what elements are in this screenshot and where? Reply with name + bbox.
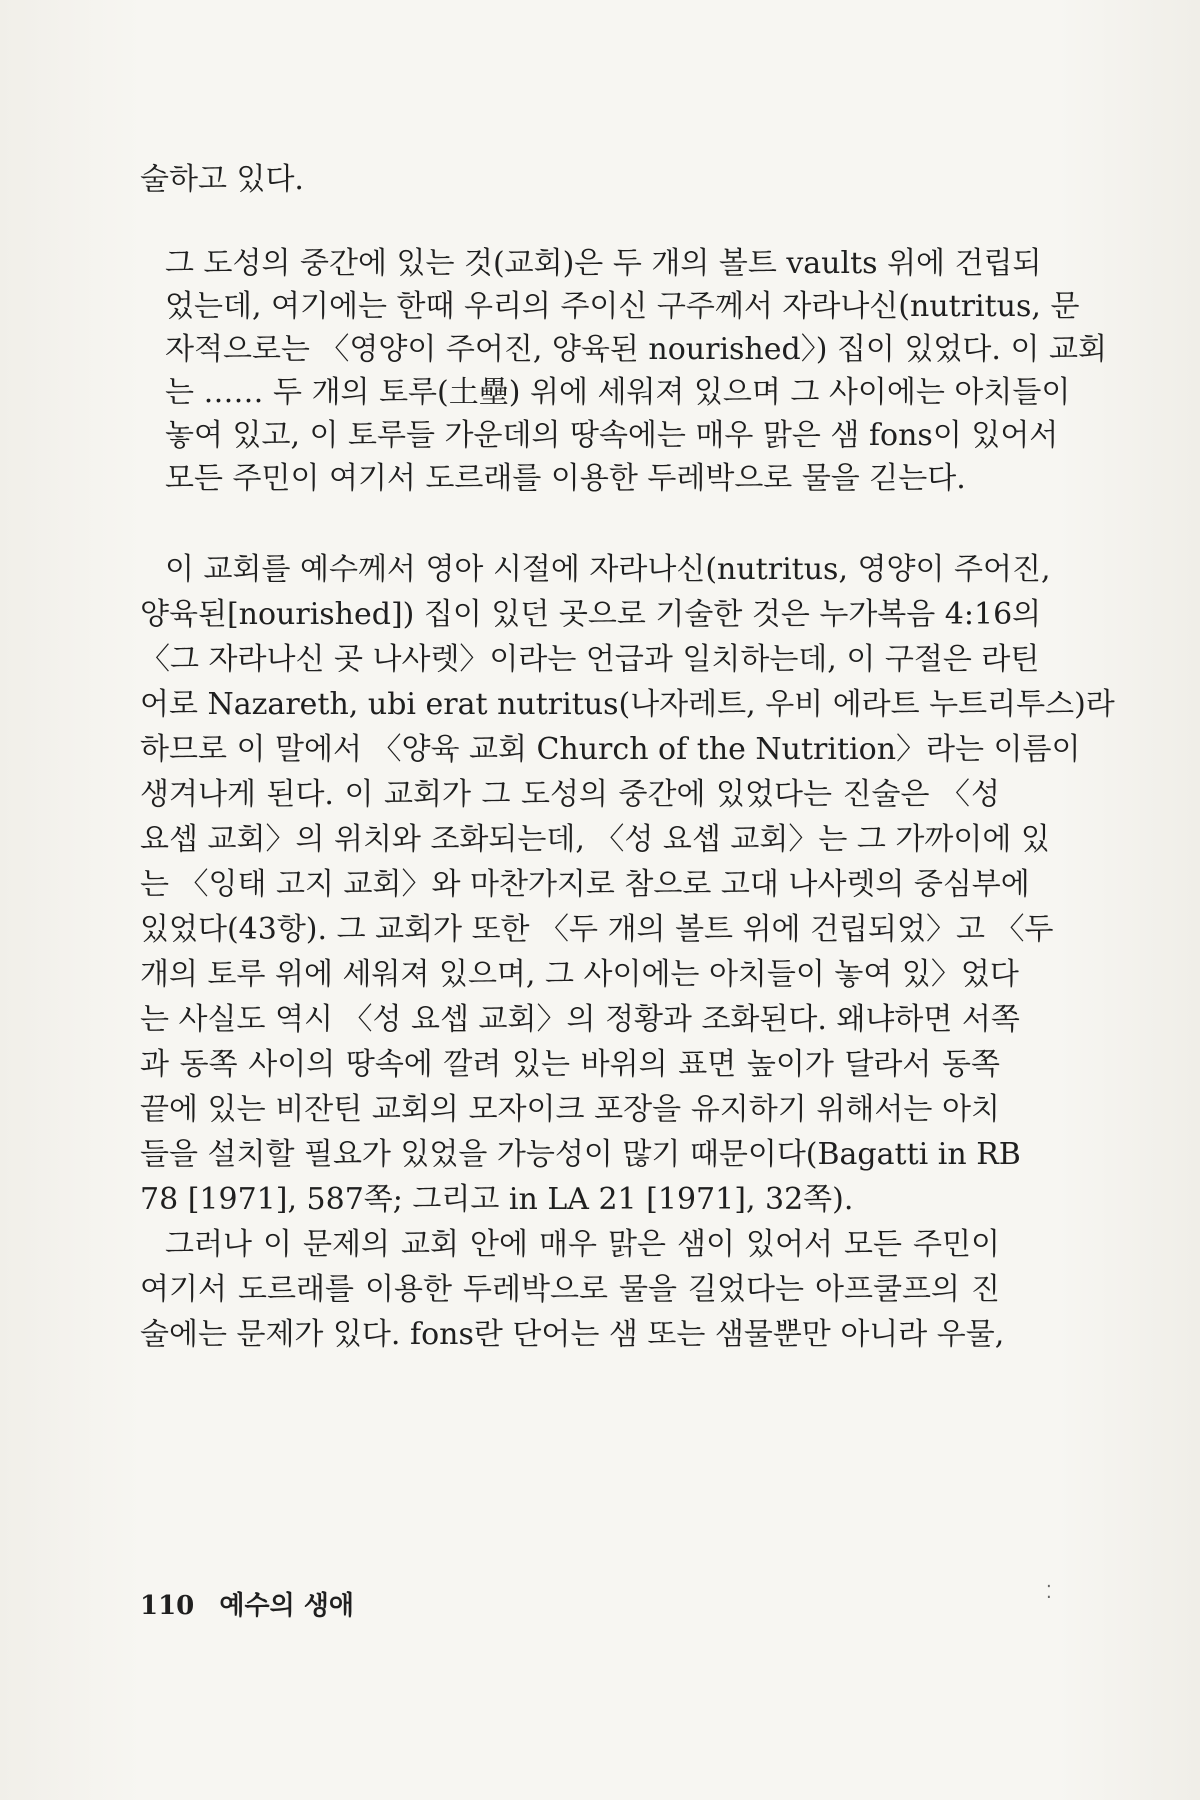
body-line: 끝에 있는 비잔틴 교회의 모자이크 포장을 유지하기 위해서는 아치	[140, 1092, 1000, 1127]
quote-line: 자적으로는 〈영양이 주어진, 양육된 nourished〉) 집이 있었다. 이 교회	[165, 332, 1107, 367]
body-line: 는 〈잉태 고지 교회〉와 마찬가지로 참으로 고대 나사렛의 중심부에	[140, 867, 1030, 902]
body-line: 있었다(43항). 그 교회가 또한 〈두 개의 볼트 위에 건립되었〉고 〈두	[140, 912, 1054, 947]
text-line: 술하고 있다.	[140, 162, 304, 197]
body-line: 이 교회를 예수께서 영아 시절에 자라나신(nutritus, 영양이 주어진,	[165, 552, 1051, 587]
body-line: 〈그 자라나신 곳 나사렛〉이라는 언급과 일치하는데, 이 구절은 라틴	[140, 642, 1040, 677]
body-line: 과 동쪽 사이의 땅속에 깔려 있는 바위의 표면 높이가 달라서 동쪽	[140, 1047, 1000, 1082]
quote-line: 놓여 있고, 이 토루들 가운데의 땅속에는 매우 맑은 샘 fons이 있어서	[165, 418, 1059, 453]
body-line: 양육된[nourished]) 집이 있던 곳으로 기술한 것은 누가복음 4:16의	[140, 597, 1042, 632]
print-speck-icon: ⁚	[1046, 1582, 1052, 1603]
running-title: 예수의 생애	[219, 1591, 354, 1621]
quote-line: 는 …… 두 개의 토루(土壘) 위에 세워져 있으며 그 사이에는 아치들이	[165, 375, 1071, 410]
body-line: 여기서 도르래를 이용한 두레박으로 물을 길었다는 아프쿨프의 진	[140, 1272, 1000, 1307]
body-line: 는 사실도 역시 〈성 요셉 교회〉의 정황과 조화된다. 왜냐하면 서쪽	[140, 1002, 1020, 1037]
body-line: 술에는 문제가 있다. fons란 단어는 샘 또는 샘물뿐만 아니라 우물,	[140, 1317, 1005, 1352]
body-line: 어로 Nazareth, ubi erat nutritus(나자레트, 우비 에라트 누트리투스)라	[140, 687, 1115, 722]
body-line: 요셉 교회〉의 위치와 조화되는데, 〈성 요셉 교회〉는 그 가까이에 있	[140, 822, 1050, 857]
page-footer	[140, 1585, 370, 1622]
page-number: 110	[140, 1591, 195, 1621]
quote-line: 모든 주민이 여기서 도르래를 이용한 두레박으로 물을 긷는다.	[165, 461, 966, 496]
body-line: 하므로 이 말에서 〈양육 교회 Church of the Nutrition〉라는 이름이	[140, 732, 1081, 767]
body-line: 78 [1971], 587쪽; 그리고 in LA 21 [1971], 32쪽).	[140, 1182, 854, 1217]
quote-line: 었는데, 여기에는 한때 우리의 주이신 구주께서 자라나신(nutritus, 문	[165, 289, 1080, 324]
body-line: 들을 설치할 필요가 있었을 가능성이 많기 때문이다(Bagatti in RB	[140, 1137, 1021, 1172]
quote-line: 그 도성의 중간에 있는 것(교회)은 두 개의 볼트 vaults 위에 건립되	[165, 246, 1042, 281]
body-line: 개의 토루 위에 세워져 있으며, 그 사이에는 아치들이 놓여 있〉었다	[140, 957, 1019, 992]
body-line: 생겨나게 된다. 이 교회가 그 도성의 중간에 있었다는 진술은 〈성	[140, 777, 1000, 812]
body-line: 그러나 이 문제의 교회 안에 매우 맑은 샘이 있어서 모든 주민이	[165, 1227, 1000, 1262]
